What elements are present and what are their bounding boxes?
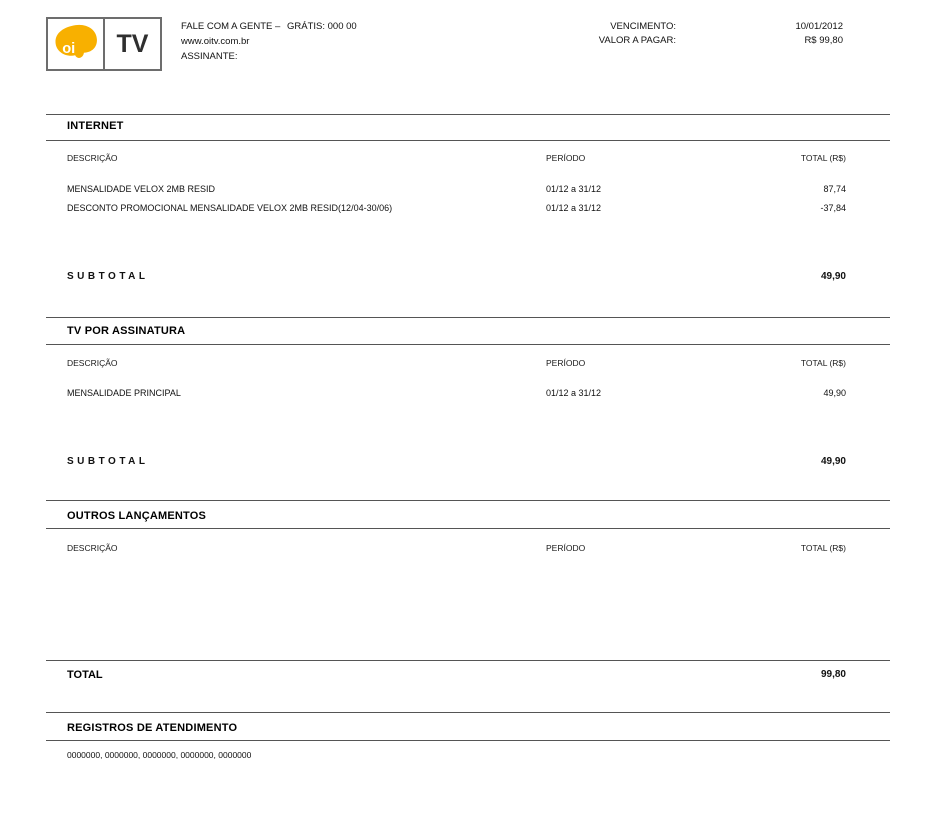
column-header-periodo: PERÍODO bbox=[546, 543, 586, 553]
row-total: 49,90 bbox=[823, 388, 846, 398]
row-descricao: DESCONTO PROMOCIONAL MENSALIDADE VELOX 2MB RESID(12/04-30/06) bbox=[67, 203, 393, 213]
row-periodo: 01/12 a 31/12 bbox=[546, 184, 602, 194]
column-header-descricao: DESCRIÇÃO bbox=[67, 543, 118, 553]
section-title-registros: REGISTROS DE ATENDIMENTO bbox=[67, 722, 238, 734]
valor-a-pagar-label: VALOR A PAGAR: bbox=[598, 35, 676, 46]
vencimento-label: VENCIMENTO: bbox=[610, 21, 676, 32]
contact-block bbox=[181, 19, 280, 34]
divider bbox=[46, 500, 890, 501]
row-total: 87,74 bbox=[823, 184, 846, 194]
column-header-total: TOTAL (R$) bbox=[800, 543, 846, 553]
row-descricao: MENSALIDADE VELOX 2MB RESID bbox=[67, 184, 216, 194]
column-header-total: TOTAL (R$) bbox=[800, 358, 846, 368]
oi-logo-icon bbox=[46, 17, 105, 71]
column-header-descricao: DESCRIÇÃO bbox=[67, 358, 118, 368]
tv-logo-text: TV bbox=[116, 29, 149, 58]
row-periodo: 01/12 a 31/12 bbox=[546, 203, 602, 213]
divider bbox=[46, 740, 890, 741]
divider bbox=[46, 528, 890, 529]
divider bbox=[46, 317, 890, 318]
divider bbox=[46, 114, 890, 115]
divider bbox=[46, 712, 890, 713]
billing-labels bbox=[599, 20, 676, 48]
tv-logo-box bbox=[103, 17, 162, 71]
website-text: www.oitv.com.br bbox=[181, 36, 250, 47]
vencimento-value: 10/01/2012 bbox=[795, 21, 843, 32]
oi-logo-text: oi bbox=[61, 40, 75, 57]
column-header-descricao: DESCRIÇÃO bbox=[67, 153, 118, 163]
valor-a-pagar-value: R$ 99,80 bbox=[804, 35, 843, 46]
oi-tv-logo bbox=[46, 17, 162, 71]
assinante-label: ASSINANTE: bbox=[181, 51, 238, 62]
section-title-outros-lancamentos: OUTROS LANÇAMENTOS bbox=[67, 510, 207, 522]
row-periodo: 01/12 a 31/12 bbox=[546, 388, 602, 398]
subtotal-label: SUBTOTAL bbox=[67, 456, 149, 467]
total-label: TOTAL bbox=[67, 669, 103, 681]
total-value: 99,80 bbox=[820, 669, 846, 680]
divider bbox=[46, 660, 890, 661]
section-title-tv-por-assinatura: TV POR ASSINATURA bbox=[67, 325, 186, 337]
column-header-total: TOTAL (R$) bbox=[800, 153, 846, 163]
row-descricao: MENSALIDADE PRINCIPAL bbox=[67, 388, 181, 398]
divider bbox=[46, 140, 890, 141]
gratis-label: GRÁTIS: 000 00 bbox=[287, 21, 357, 32]
section-title-internet: INTERNET bbox=[67, 120, 124, 132]
billing-values bbox=[795, 20, 843, 48]
registros-numbers: 0000000, 0000000, 0000000, 0000000, 0000000 bbox=[67, 750, 252, 760]
row-total: -37,84 bbox=[820, 203, 846, 213]
divider bbox=[46, 344, 890, 345]
column-header-periodo: PERÍODO bbox=[546, 153, 586, 163]
subtotal-label: SUBTOTAL bbox=[67, 271, 149, 282]
fale-com-a-gente-label: FALE COM A GENTE – bbox=[181, 21, 281, 32]
column-header-periodo: PERÍODO bbox=[546, 358, 586, 368]
subtotal-value: 49,90 bbox=[820, 456, 846, 467]
subtotal-value: 49,90 bbox=[820, 271, 846, 282]
